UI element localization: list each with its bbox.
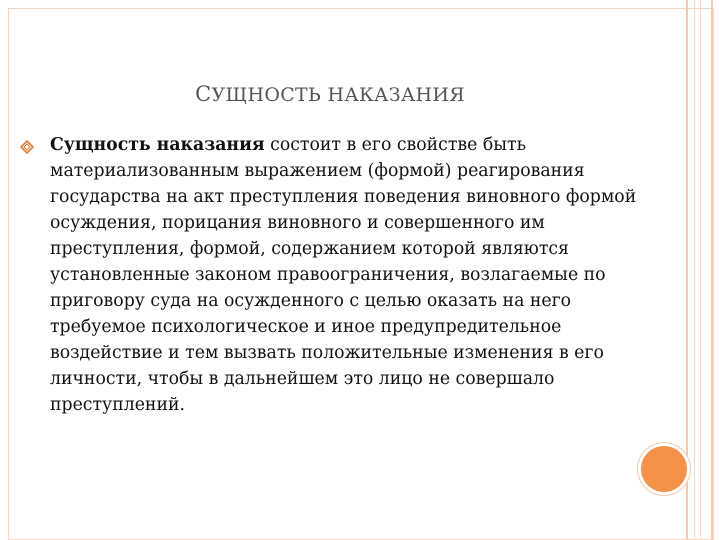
decorative-stripe xyxy=(711,0,713,540)
slide-title-rest: УЩНОСТЬ НАКАЗАНИЯ xyxy=(211,84,465,106)
bullet-paragraph xyxy=(50,132,658,418)
diamond-outline-icon xyxy=(20,140,34,154)
decorative-stripe xyxy=(686,0,688,540)
bullet-term: Сущность наказания xyxy=(50,135,265,155)
bullet-definition: состоит в его свойстве быть материализованным выражением (формой) реагирования государства на акт преступления поведения виновного формой осуждения, порицания виновного и совершенного им преступления, формой, содержанием которой являются установленные законом правоограничения, возлагаемые по приговору суда на осужденного с целью оказать на него требуемое психологическое и иное предупредительное воздействие и тем вызвать положительные изменения в его личности, чтобы в дальнейшем это лицо не совершало преступлений. xyxy=(50,135,637,415)
slide-title xyxy=(0,82,660,106)
decorative-orange-circle xyxy=(641,446,687,492)
decorative-stripe xyxy=(694,0,695,540)
slide-title-initial: С xyxy=(195,82,212,106)
decorative-stripe xyxy=(700,0,701,540)
